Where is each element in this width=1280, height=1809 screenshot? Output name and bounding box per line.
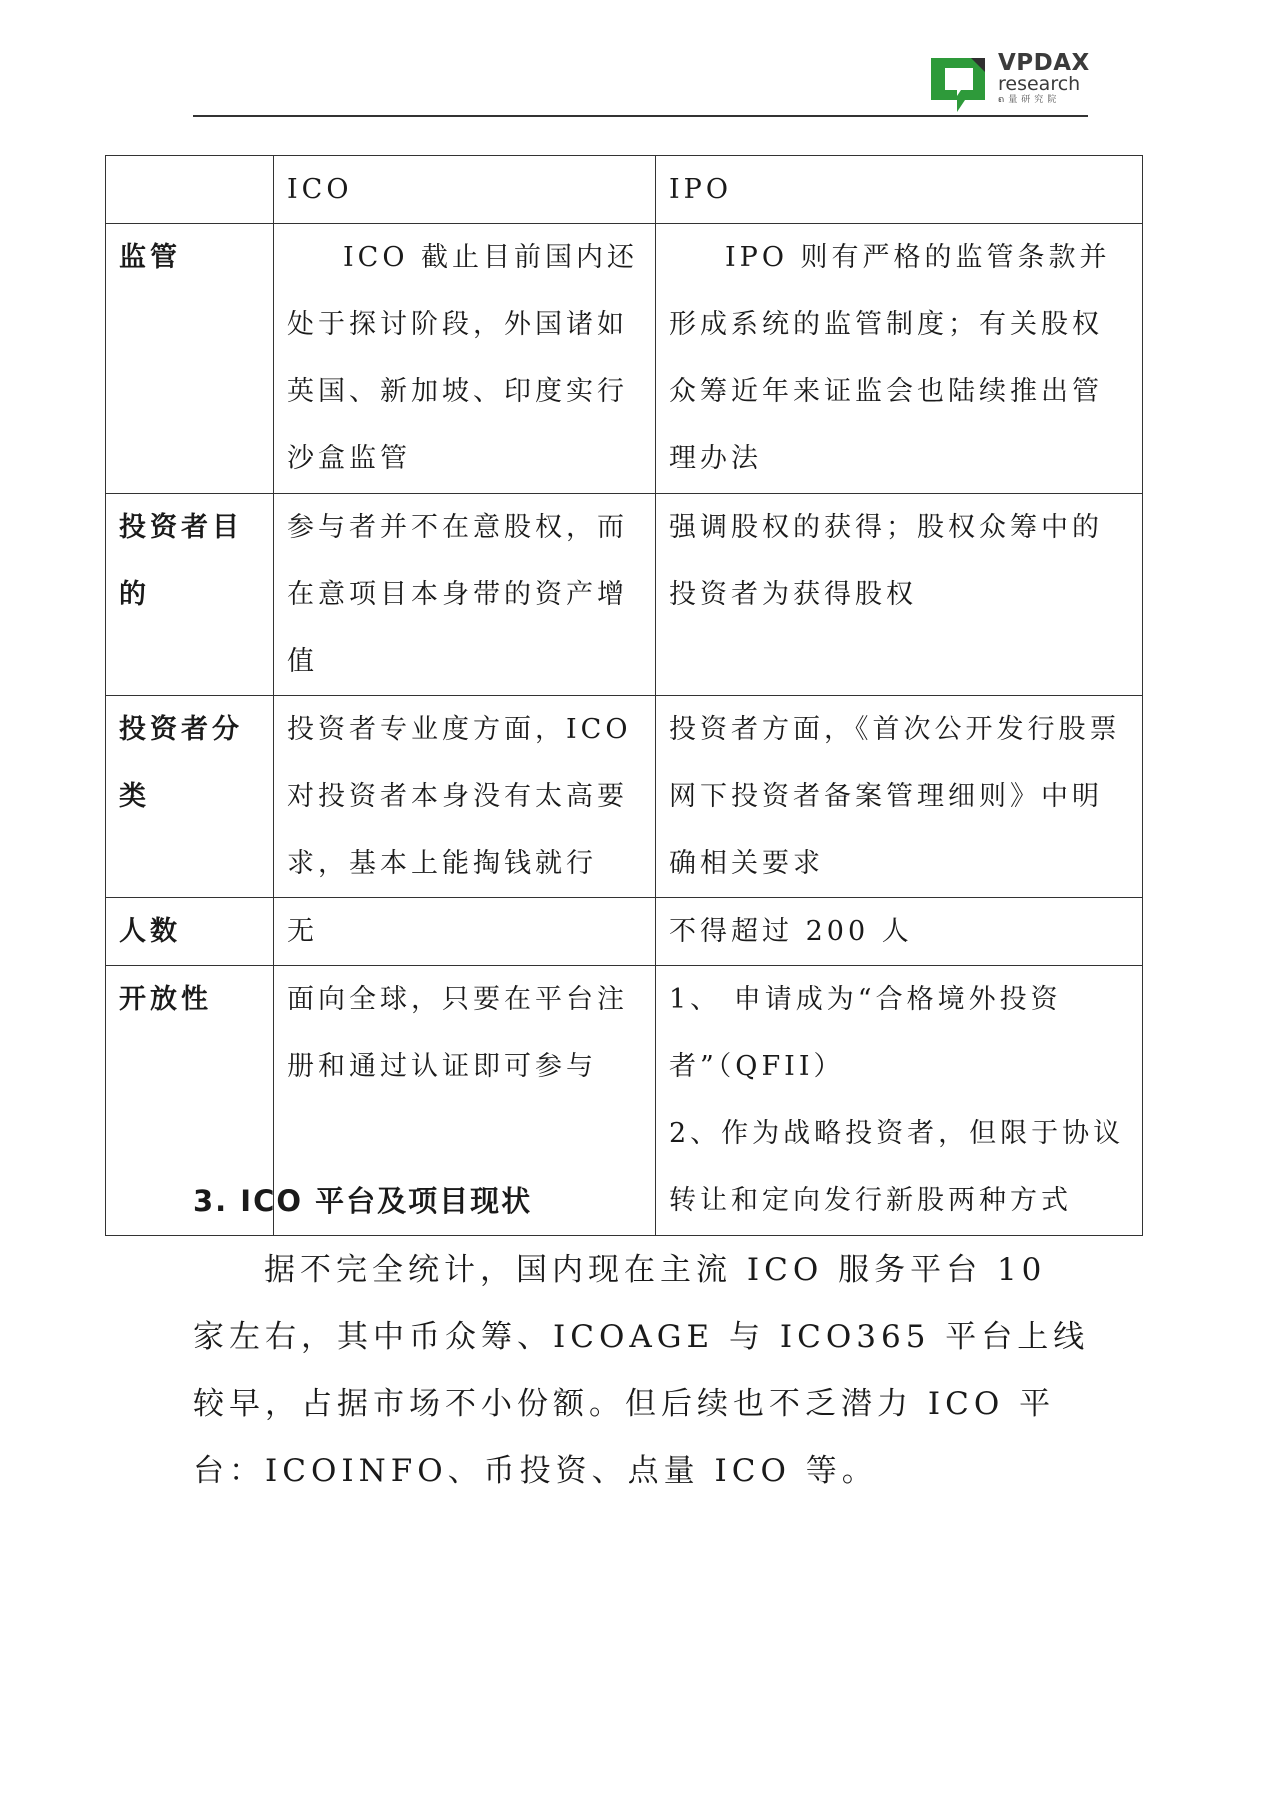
header-cell-ico: ICO — [274, 156, 656, 224]
ico-cell: 参与者并不在意股权，而在意项目本身带的资产增值 — [274, 494, 656, 696]
row-label: 监管 — [106, 224, 274, 494]
table-header-row — [106, 156, 1143, 224]
ipo-list-item: 1、 申请成为“合格境外投资者”（QFII） — [669, 984, 1062, 1082]
row-label: 投资者分类 — [106, 696, 274, 898]
ipo-cell: 强调股权的获得；股权众筹中的投资者为获得股权 — [656, 494, 1143, 696]
header-cell-empty — [106, 156, 274, 224]
table-row — [106, 494, 1143, 696]
section-paragraph: 据不完全统计，国内现在主流 ICO 服务平台 10 家左右，其中币众筹、ICOAGE 与 ICO365 平台上线较早，占据市场不小份额。但后续也不乏潜力 ICO 平台：ICOINFO、币投资、点量 ICO 等。 — [193, 1252, 1090, 1489]
header-divider — [193, 115, 1088, 117]
ico-cell: ICO 截止目前国内还处于探讨阶段，外国诸如英国、新加坡、印度实行沙盒监管 — [274, 224, 656, 494]
logo-cn: ຄ量研究院 — [998, 95, 1061, 105]
logo-brand: VPDAX — [998, 50, 1090, 76]
logo-sub: research — [998, 73, 1081, 95]
ipo-cell: 投资者方面，《首次公开发行股票网下投资者备案管理细则》中明确相关要求 — [656, 696, 1143, 898]
vpdax-logo-icon — [927, 54, 989, 116]
ipo-cell — [656, 966, 1143, 1236]
ico-cell: 投资者专业度方面，ICO 对投资者本身没有太高要求，基本上能掏钱就行 — [274, 696, 656, 898]
ipo-list-item: 2、作为战略投资者，但限于协议转让和定向发行新股两种方式 — [669, 1118, 1125, 1216]
table-row — [106, 898, 1143, 966]
table-row — [106, 224, 1143, 494]
ico-cell: 面向全球，只要在平台注册和通过认证即可参与 — [274, 966, 656, 1236]
row-label: 人数 — [106, 898, 274, 966]
vpdax-logo — [927, 50, 1090, 112]
logo-wordmark — [998, 50, 1090, 106]
ipo-cell: IPO 则有严格的监管条款并形成系统的监管制度；有关股权众筹近年来证监会也陆续推出管理办法 — [656, 224, 1143, 494]
section-heading: 3. ICO 平台及项目现状 — [193, 1184, 533, 1218]
row-label: 投资者目的 — [106, 494, 274, 696]
ico-ipo-comparison-table — [105, 155, 1143, 1236]
ico-cell: 无 — [274, 898, 656, 966]
header-cell-ipo: IPO — [656, 156, 1143, 224]
row-label: 开放性 — [106, 966, 274, 1236]
ipo-cell: 不得超过 200 人 — [656, 898, 1143, 966]
table-row — [106, 696, 1143, 898]
